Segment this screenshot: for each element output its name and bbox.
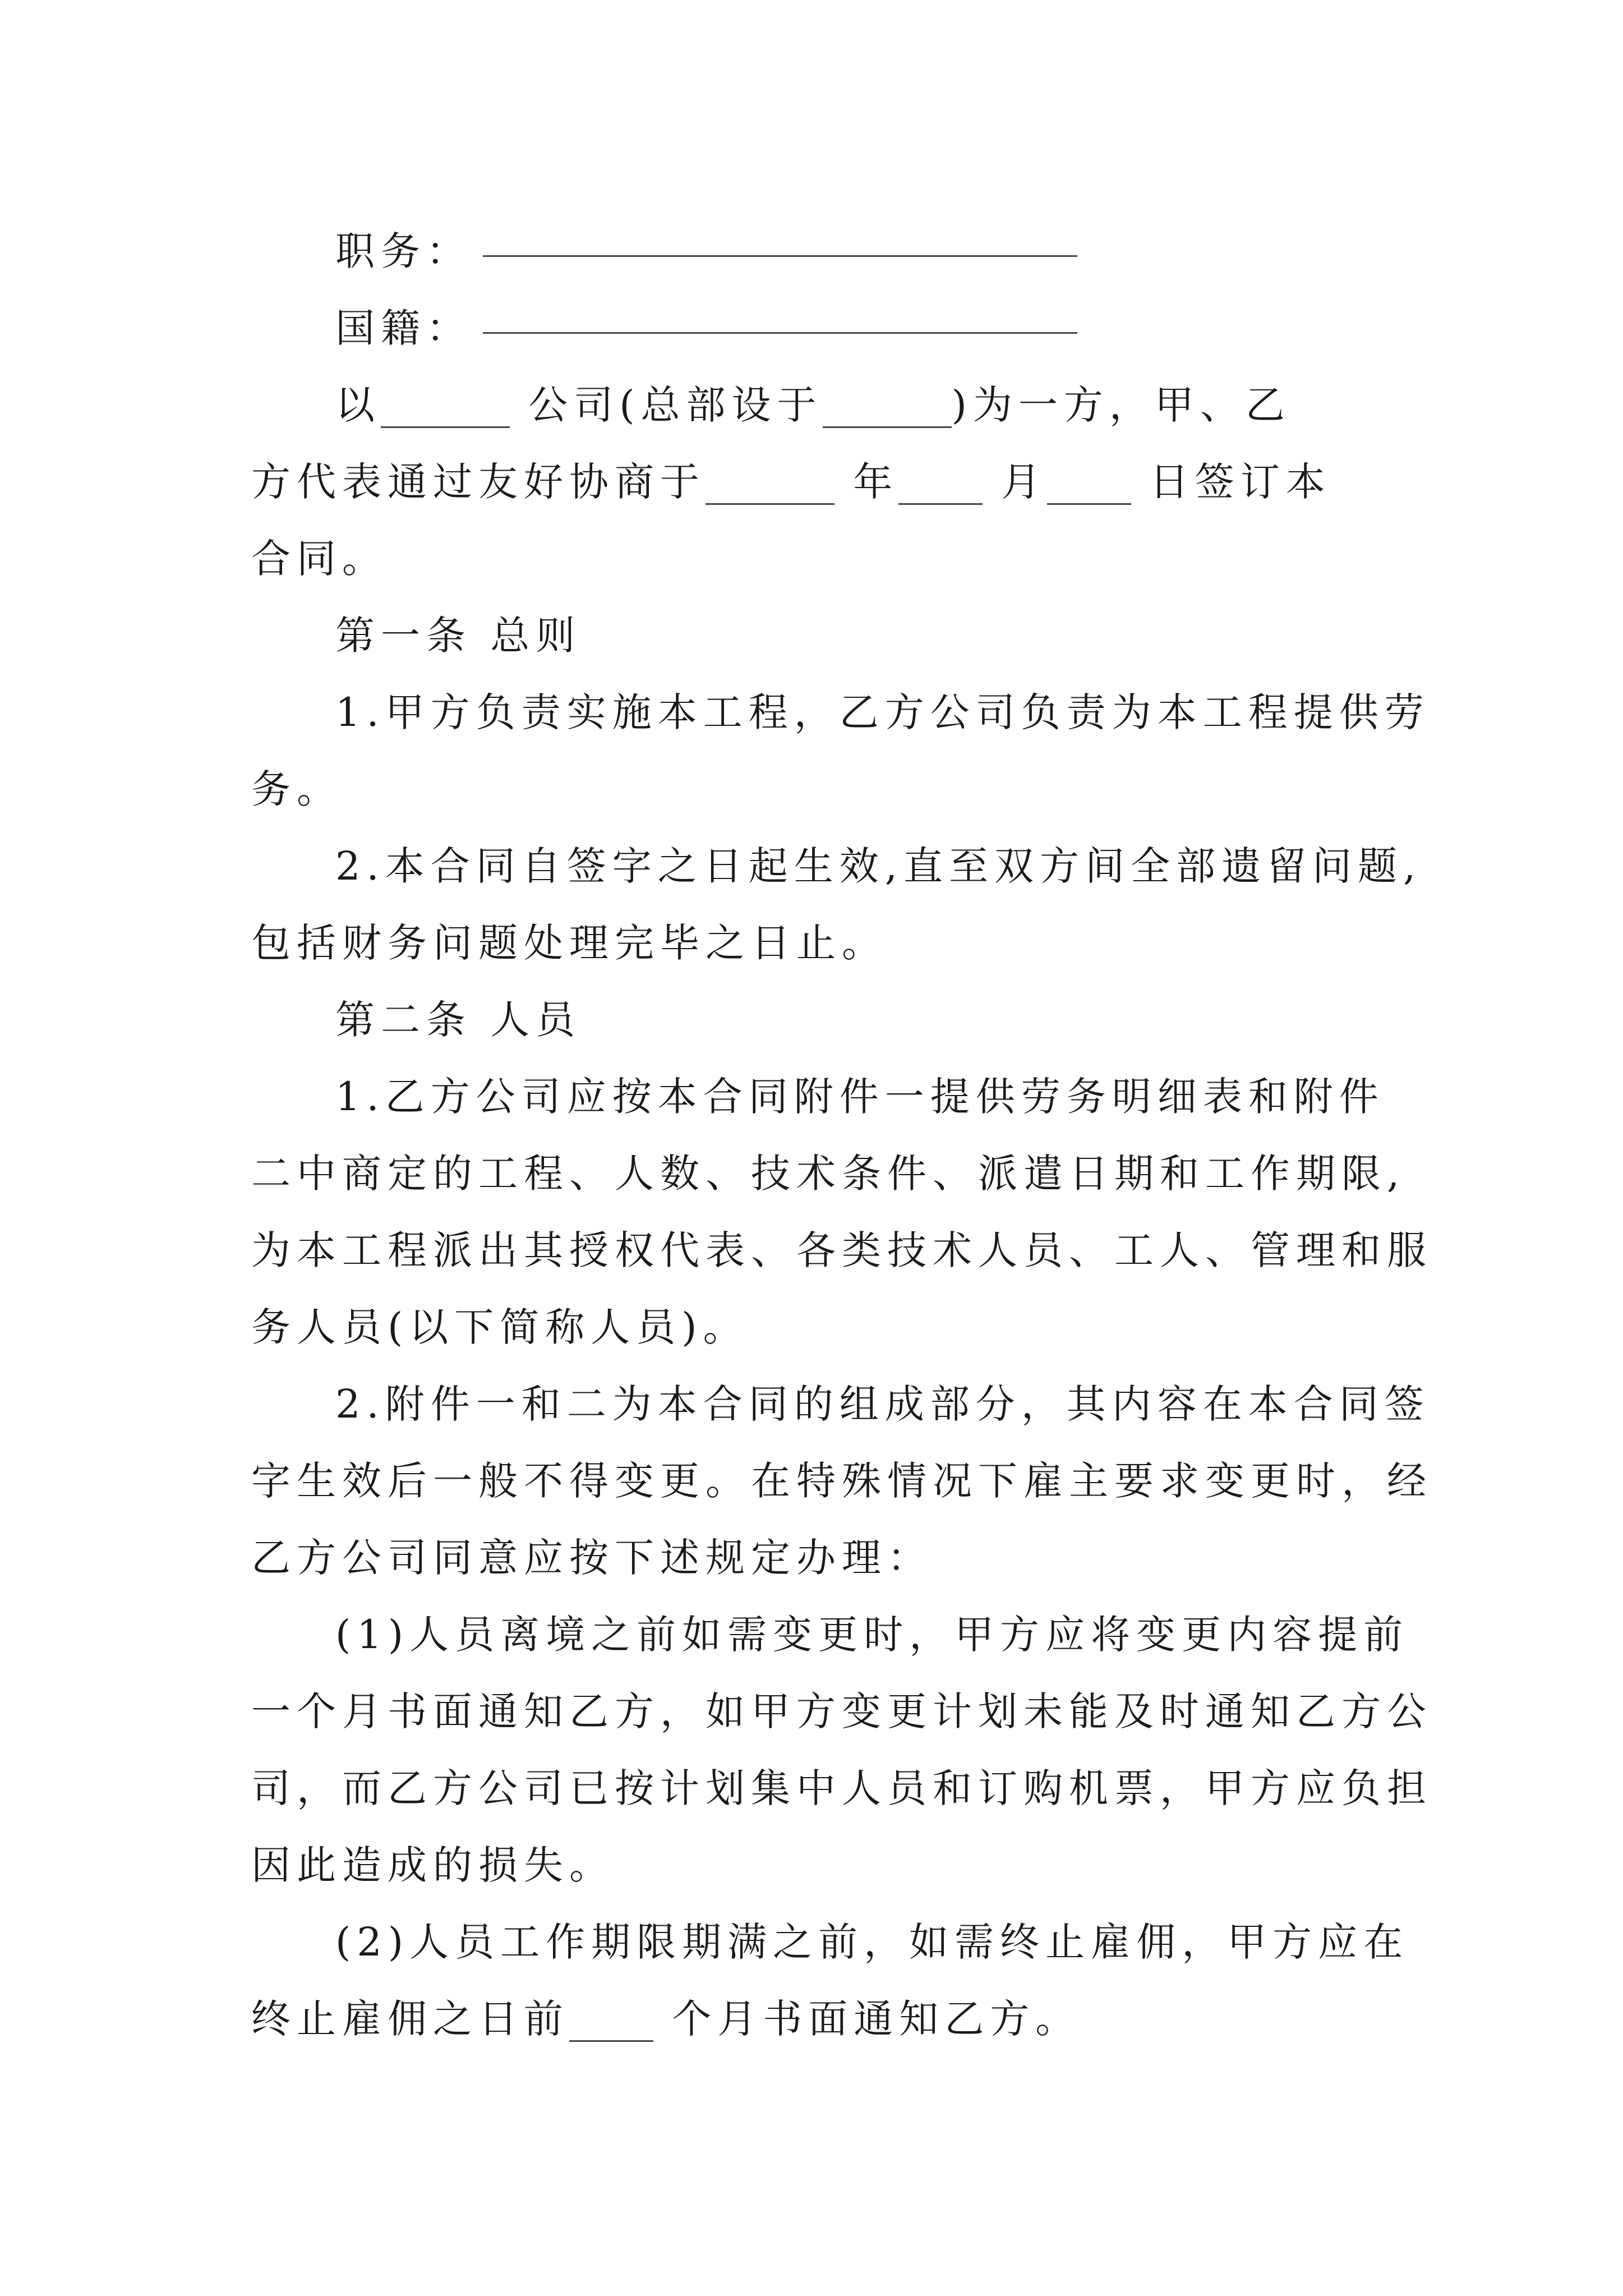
position-label: 职务：	[335, 228, 472, 274]
paragraph-line: 乙方公司同意应按下述规定办理：	[251, 1535, 933, 1581]
nationality-blank[interactable]	[483, 330, 1077, 334]
contract-page	[251, 213, 1432, 2058]
intro-line-3: 合同。	[251, 536, 388, 582]
paragraph-text: 终止雇佣之日前	[251, 1996, 569, 2042]
paragraph-line: 2.本合同自签字之日起生效,直至双方间全部遗留问题,	[335, 843, 1422, 889]
intro-text: 方代表通过友好协商于	[251, 459, 706, 505]
article-1-heading: 第一条 总则	[335, 613, 582, 659]
paragraph-line: 务人员(以下简称人员)。	[251, 1304, 749, 1350]
position-blank[interactable]	[483, 253, 1077, 257]
paragraph-line: 二中商定的工程、人数、技术条件、派遣日期和工作期限,	[251, 1151, 1406, 1197]
article-2-heading: 第二条 人员	[335, 997, 582, 1043]
intro-text: 公司(总部设于	[510, 382, 823, 428]
paragraph-line: 务。	[251, 766, 342, 812]
company-name-blank[interactable]	[381, 387, 510, 428]
paragraph-line: (1)人员离境之前如需变更时，甲方应将变更内容提前	[335, 1612, 1409, 1658]
intro-text: )为一方，甲、乙	[951, 382, 1291, 428]
nationality-field	[251, 290, 1381, 367]
paragraph-line: 2.附件一和二为本合同的组成部分，其内容在本合同签	[335, 1381, 1430, 1427]
intro-text: 年	[834, 459, 899, 505]
intro-text: 日签订本	[1131, 459, 1331, 505]
paragraph-line: 字生效后一般不得变更。在特殊情况下雇主要求变更时，经	[251, 1458, 1432, 1504]
paragraph-line: 1.甲方负责实施本工程，乙方公司负责为本工程提供劳	[335, 689, 1430, 735]
year-blank[interactable]	[706, 464, 834, 505]
paragraph-line-with-blank	[251, 1981, 1381, 2058]
day-blank[interactable]	[1047, 464, 1131, 505]
intro-line-2	[251, 444, 1381, 521]
paragraph-line: 1.乙方公司应按本合同附件一提供劳务明细表和附件	[335, 1074, 1385, 1120]
paragraph-line: (2)人员工作期限期满之前，如需终止雇佣，甲方应在	[335, 1919, 1409, 1965]
intro-text: 以	[335, 382, 381, 428]
position-field	[251, 213, 1381, 290]
nationality-label: 国籍：	[335, 305, 472, 351]
intro-line-1	[251, 367, 1381, 444]
intro-text: 月	[983, 459, 1047, 505]
paragraph-line: 一个月书面通知乙方，如甲方变更计划未能及时通知乙方公	[251, 1688, 1432, 1734]
paragraph-line: 司，而乙方公司已按计划集中人员和订购机票，甲方应负担	[251, 1765, 1432, 1811]
notice-months-blank[interactable]	[569, 2001, 653, 2042]
month-blank[interactable]	[898, 464, 983, 505]
paragraph-text: 个月书面通知乙方。	[653, 1996, 1081, 2042]
paragraph-line: 包括财务问题处理完毕之日止。	[251, 920, 887, 966]
headquarters-blank[interactable]	[823, 387, 952, 428]
paragraph-line: 因此造成的损失。	[251, 1842, 615, 1888]
paragraph-line: 为本工程派出其授权代表、各类技术人员、工人、管理和服	[251, 1227, 1432, 1273]
